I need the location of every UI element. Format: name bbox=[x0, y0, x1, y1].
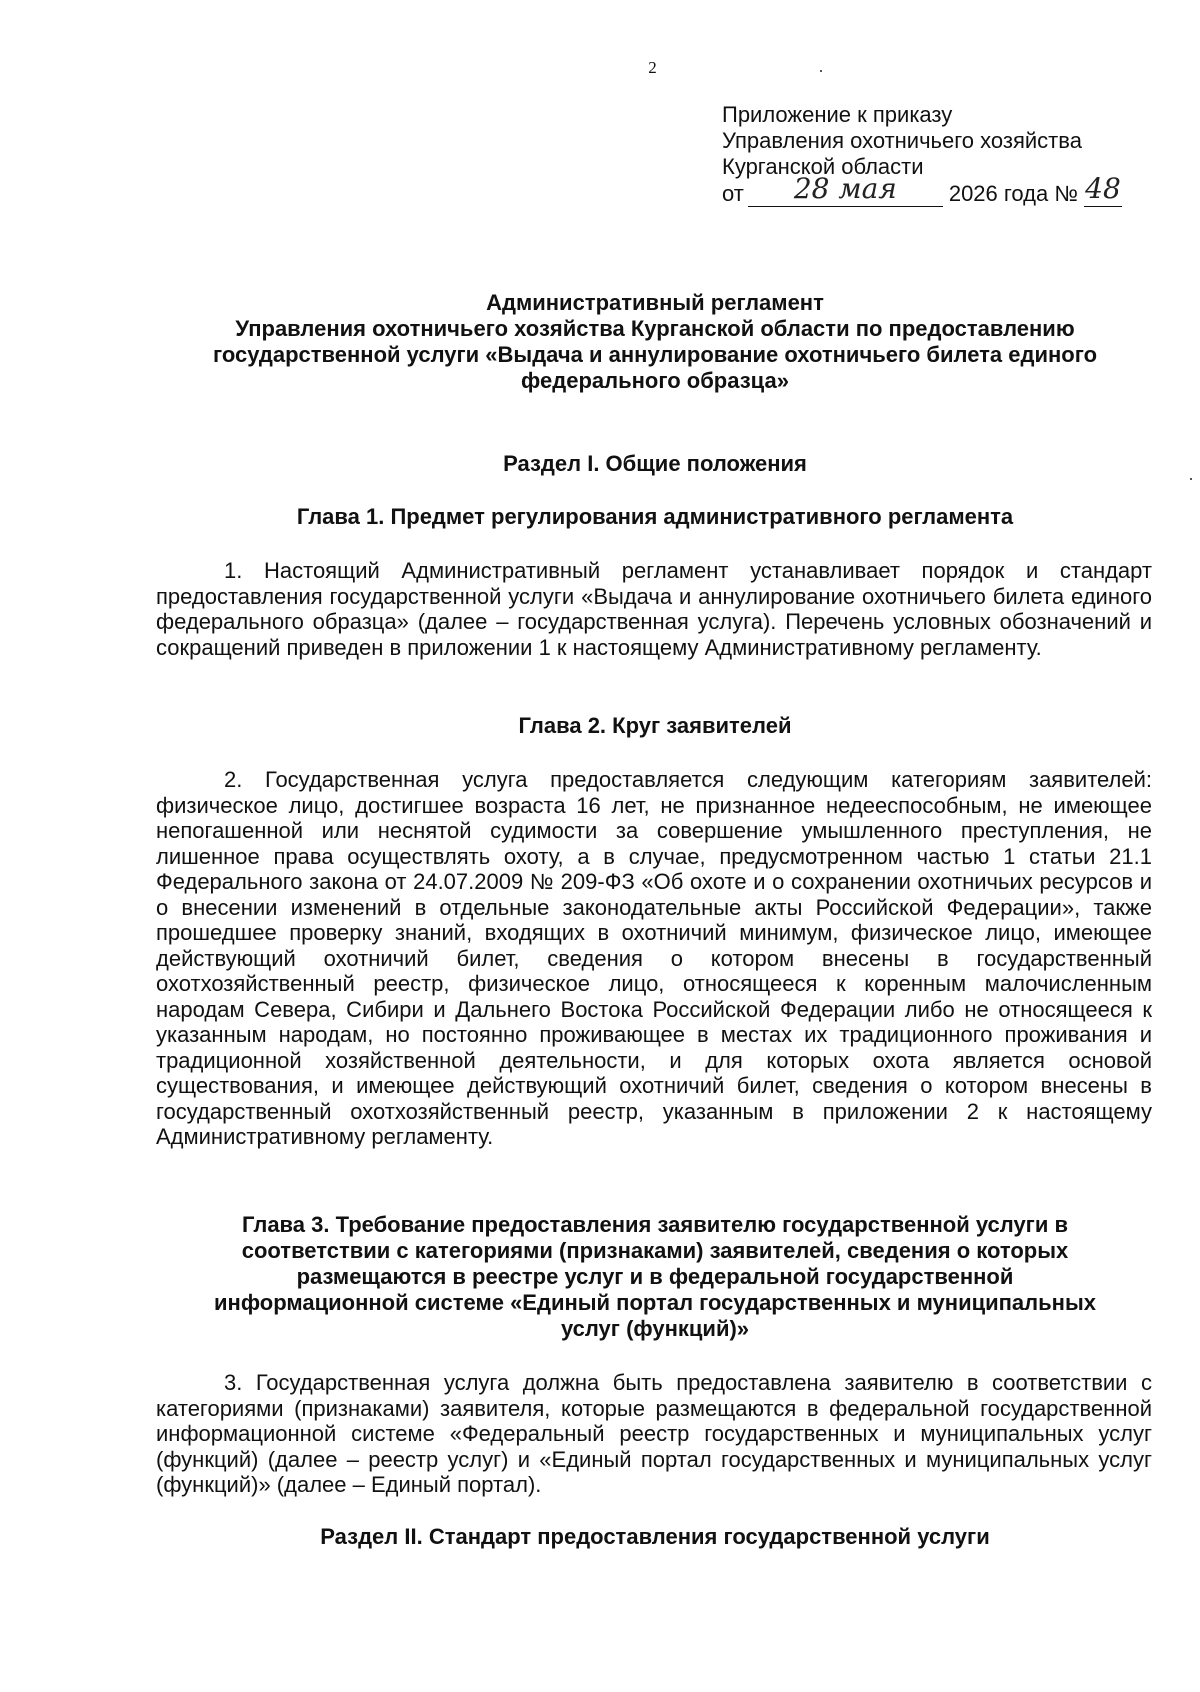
heading-line: информационной системе «Единый портал государственных и муниципальных bbox=[214, 1290, 1096, 1315]
scan-speck bbox=[820, 70, 822, 72]
title-line: Управления охотничьего хозяйства Курганской области по предоставлению bbox=[235, 316, 1075, 341]
date-prefix: от bbox=[722, 181, 744, 206]
approval-date-row bbox=[722, 172, 1122, 207]
handwritten-number: 48 bbox=[1085, 172, 1121, 205]
number-fill-line bbox=[1084, 172, 1122, 207]
chapter-3-heading bbox=[150, 1212, 1160, 1342]
heading-line: услуг (функций)» bbox=[560, 1316, 750, 1341]
handwritten-date: 28 мая bbox=[793, 172, 897, 205]
title-line: федерального образца» bbox=[521, 368, 789, 393]
heading-line: соответствии с категориями (признаками) заявителей, сведения о которых bbox=[241, 1238, 1069, 1263]
approval-line: Управления охотничьего хозяйства bbox=[722, 128, 1082, 153]
paragraph-2: 2. Государственная услуга предоставляется следующим категориям заявителей: физическое лицо, достигшее возраста 16 лет, не признанное недееспособным, не имеющее непогашенной или неснятой судимости за совершение умышленного преступления, не лишенное права осуществлять охоту, а в случае, предусмотренном частью 1 статьи 21.1 Федерального закона от 24.07.2009 № 209-ФЗ «Об охоте и о сохранении охотничьих ресурсов и о внесении изменений в отдельные законодательные акты Российской Федерации», также прошедшее проверку знаний, входящих в охотничий минимум, физическое лицо, имеющее действующий охотничий билет, сведения о котором внесены в государственный охотхозяйственный реестр, физическое лицо, относящееся к коренным малочисленным народам Севера, Сибири и Дальнего Востока Российской Федерации либо не относящееся к указанным народам, но постоянно проживающее в местах их традиционного проживания и традиционной хозяйственной деятельности, и для которых охота является основой существования, и имеющее действующий охотничий билет, сведения о котором внесены в государственный охотхозяйственный реестр, указанным в приложении 2 к настоящему Административному регламенту. bbox=[156, 767, 1152, 1149]
year-label: 2026 года № bbox=[948, 181, 1078, 206]
paragraph-3: 3. Государственная услуга должна быть предоставлена заявителю в соответствии с категориями (признаками) заявителя, которые размещаются в федеральной государственной информационной системе «Федеральный реестр государственных и муниципальных услуг (функций) (далее – реестр услуг) и «Единый портал государственных и муниципальных услуг (функций)» (далее – Единый портал). bbox=[156, 1370, 1152, 1497]
approval-line: Курганской области bbox=[722, 154, 924, 179]
paragraph-1: 1. Настоящий Административный регламент устанавливает порядок и стандарт предоставления государственной услуги «Выдача и аннулирование охотничьего билета единого федерального образца» (далее – государственная услуга). Перечень условных обозначений и сокращений приведен в приложении 1 к настоящему Административному регламенту. bbox=[156, 558, 1152, 660]
scan-speck bbox=[1190, 478, 1192, 480]
date-fill-line bbox=[748, 172, 943, 207]
title-line: государственной услуги «Выдача и аннулирование охотничьего билета единого bbox=[212, 342, 1098, 367]
heading-line: размещаются в реестре услуг и в федеральной государственной bbox=[296, 1264, 1014, 1289]
heading-line: Глава 3. Требование предоставления заявителю государственной услуги в bbox=[241, 1212, 1069, 1237]
section-2-heading: Раздел II. Стандарт предоставления государственной услуги bbox=[320, 1524, 990, 1549]
title-line: Административный регламент bbox=[486, 290, 824, 315]
approval-line: Приложение к приказу bbox=[722, 102, 953, 127]
approval-block bbox=[722, 102, 1122, 207]
section-1-heading: Раздел I. Общие положения bbox=[503, 451, 807, 476]
document-title bbox=[150, 290, 1160, 394]
chapter-2-heading: Глава 2. Круг заявителей bbox=[518, 713, 792, 738]
page-number: 2 bbox=[648, 58, 657, 77]
chapter-1-heading: Глава 1. Предмет регулирования административного регламента bbox=[296, 504, 1014, 529]
